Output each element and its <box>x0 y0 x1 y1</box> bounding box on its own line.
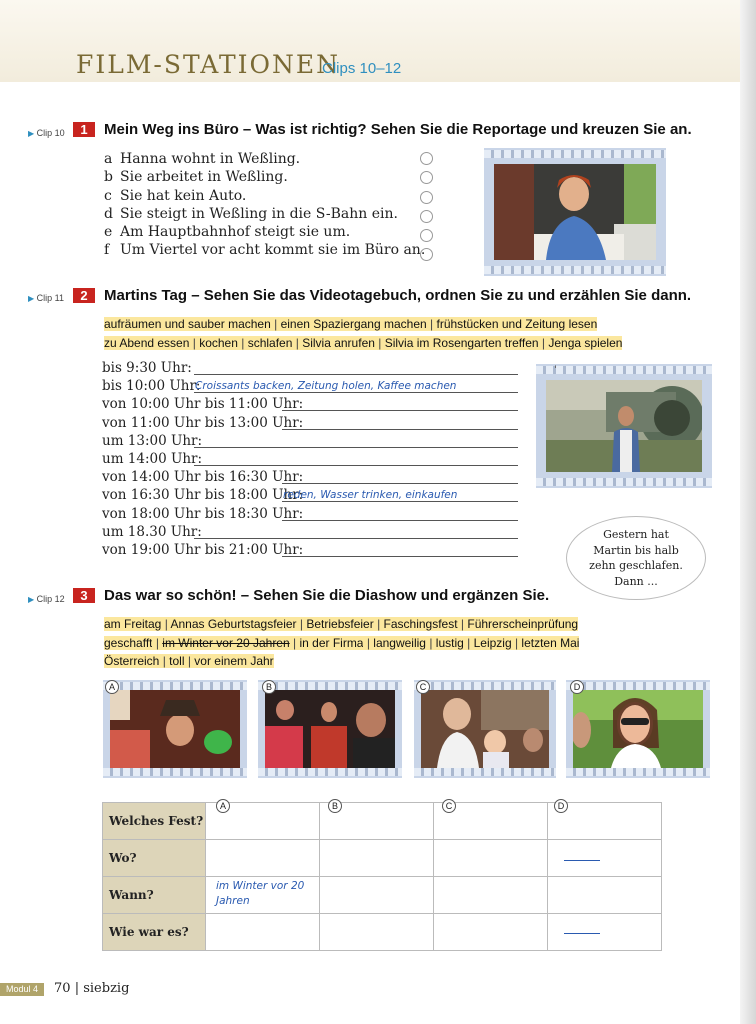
handwritten-answer: reden, Wasser trinken, einkaufen <box>283 489 458 501</box>
checkbox-b[interactable] <box>420 171 433 184</box>
photo-martin <box>536 364 712 488</box>
statement-item <box>104 168 425 186</box>
photo-image <box>546 380 702 472</box>
statement-item <box>104 223 425 241</box>
answer-line[interactable] <box>282 483 518 484</box>
time-row <box>102 414 303 432</box>
clip-tag-12: ▶ Clip 12 <box>28 594 65 604</box>
row-label: Wann? <box>103 877 206 914</box>
item-letter: c <box>104 187 112 204</box>
cell-b[interactable] <box>320 803 434 840</box>
answer-line[interactable] <box>194 465 518 466</box>
photo-d <box>566 680 710 778</box>
tick-mark: ˈ <box>554 364 558 377</box>
word-chip: zu Abend essen <box>104 335 190 350</box>
cell-c[interactable] <box>434 840 548 877</box>
item-letter: a <box>104 151 113 167</box>
cell-a[interactable] <box>206 914 320 951</box>
column-label: D <box>554 799 568 813</box>
separator: | <box>374 335 385 350</box>
cell-d[interactable] <box>548 914 662 951</box>
separator: | <box>457 617 468 631</box>
answer-line[interactable] <box>282 520 518 521</box>
photo-c <box>414 680 556 778</box>
handwritten-answer: Croissants backen, Zeitung holen, Kaffee machen <box>195 380 457 392</box>
word-chip: Betriebsfeier <box>306 617 374 631</box>
row-label: Welches Fest? <box>103 803 206 840</box>
play-icon: ▶ <box>28 595 35 604</box>
separator: | <box>184 654 195 668</box>
play-icon: ▶ <box>28 294 35 303</box>
photo-label: D <box>570 680 584 694</box>
photo-image <box>494 164 656 260</box>
cell-b[interactable] <box>320 840 434 877</box>
cell-d[interactable] <box>548 803 662 840</box>
answer-line[interactable] <box>194 447 518 448</box>
column-label: B <box>328 799 342 813</box>
answer-line[interactable] <box>194 392 518 393</box>
checkbox-d[interactable] <box>420 210 433 223</box>
exercise-number: 1 <box>73 122 95 137</box>
statement-item <box>104 150 425 168</box>
separator: | <box>538 335 549 350</box>
statement-list <box>104 150 425 260</box>
cell-a[interactable] <box>206 803 320 840</box>
speech-bubble: Gestern hat Martin bis halb zehn geschlafen. Dann ... <box>566 516 706 600</box>
time-label: um 13:00 Uhr: <box>102 432 203 449</box>
time-label: von 18:00 Uhr bis 18:30 Uhr: <box>102 505 304 522</box>
time-row <box>102 468 303 486</box>
word-chip: einen Spaziergang machen <box>280 317 427 331</box>
separator: | <box>292 335 303 350</box>
time-label: um 14:00 Uhr: <box>102 451 203 468</box>
answer-table <box>102 802 662 951</box>
word-chip: schlafen <box>247 335 293 350</box>
word-chip: letzten Mai <box>521 635 580 650</box>
word-chip: lustig <box>435 635 464 650</box>
cell-c[interactable] <box>434 877 548 914</box>
word-bank <box>104 315 622 352</box>
word-chip: vor einem Jahr <box>194 654 274 668</box>
photo-label: A <box>105 680 119 694</box>
word-chip: am Freitag <box>104 617 162 631</box>
handwritten-answer: im Winter vor 20 Jahren <box>216 880 305 907</box>
time-label: bis 9:30 Uhr: <box>102 360 192 376</box>
clips-range: Clips 10–12 <box>322 60 402 77</box>
photo-a <box>103 680 247 778</box>
answer-line[interactable] <box>194 538 518 539</box>
word-chip: in der Firma <box>299 635 364 650</box>
word-chip: toll <box>169 654 185 668</box>
page-number: 70 | siebzig <box>54 981 130 996</box>
exercise-number: 3 <box>73 588 95 603</box>
cell-d[interactable] <box>548 840 662 877</box>
cell-a[interactable] <box>206 840 320 877</box>
word-chip: geschafft <box>104 635 153 650</box>
answer-line[interactable] <box>282 501 518 502</box>
row-label: Wie war es? <box>103 914 206 951</box>
cell-b[interactable] <box>320 914 434 951</box>
checkbox-a[interactable] <box>420 152 433 165</box>
time-row <box>102 486 303 504</box>
clip-tag-11: ▶ Clip 11 <box>28 293 65 303</box>
time-label: von 11:00 Uhr bis 13:00 Uhr: <box>102 414 304 431</box>
answer-line[interactable] <box>282 410 518 411</box>
play-icon: ▶ <box>28 129 35 138</box>
separator: | <box>425 635 436 650</box>
exercise-heading: Martins Tag – Sehen Sie das Videotagebuch, ordnen Sie zu und erzählen Sie dann. <box>104 287 692 304</box>
word-chip: frühstücken und Zeitung lesen <box>436 317 598 331</box>
exercise-number: 2 <box>73 288 95 303</box>
separator: | <box>237 335 248 350</box>
photo-hanna <box>484 148 666 276</box>
separator: | <box>426 317 437 331</box>
checkbox-column <box>420 152 433 268</box>
word-chip: Jenga spielen <box>548 335 623 350</box>
handwritten-dash <box>564 860 600 861</box>
separator: | <box>296 617 307 631</box>
item-text: Am Hauptbahnhof steigt sie um. <box>120 224 351 241</box>
checkbox-e[interactable] <box>420 229 433 242</box>
separator: | <box>463 635 474 650</box>
column-label: A <box>216 799 230 813</box>
separator: | <box>161 617 171 631</box>
word-chip: langweilig <box>373 635 426 650</box>
separator: | <box>189 335 200 350</box>
photo-label: C <box>416 680 430 694</box>
separator: | <box>363 635 374 650</box>
time-row <box>102 395 303 413</box>
photo-label: B <box>262 680 276 694</box>
checkbox-c[interactable] <box>420 191 433 204</box>
time-label: von 16:30 Uhr bis 18:00 Uhr: <box>102 487 304 504</box>
item-letter: b <box>104 169 113 186</box>
column-label: C <box>442 799 456 813</box>
word-chip: kochen <box>199 335 238 350</box>
photo-b <box>258 680 402 778</box>
statement-item <box>104 241 425 259</box>
statement-item <box>104 187 425 205</box>
word-chip: Faschingsfest <box>383 617 458 631</box>
item-text: Hanna wohnt in Weßling. <box>120 151 301 167</box>
cell-b[interactable] <box>320 877 434 914</box>
exercise-heading: Mein Weg ins Büro – Was ist richtig? Sehen Sie die Reportage und kreuzen Sie an. <box>104 121 692 138</box>
cell-c[interactable] <box>434 803 548 840</box>
word-chip: aufräumen und sauber machen <box>104 317 271 331</box>
word-chip: Leipzig <box>473 635 512 650</box>
cell-a[interactable] <box>206 877 320 914</box>
time-label: von 19:00 Uhr bis 21:00 Uhr: <box>102 542 304 559</box>
page-edge <box>740 0 756 1024</box>
separator: | <box>373 617 384 631</box>
answer-line[interactable] <box>282 556 518 557</box>
item-text: Sie steigt in Weßling in die S-Bahn ein. <box>120 205 398 222</box>
time-label: bis 10:00 Uhr: <box>102 378 201 395</box>
word-chip: Führerscheinprüfung <box>467 617 579 631</box>
cell-d[interactable] <box>548 877 662 914</box>
word-bank <box>104 615 579 671</box>
word-chip: im Winter vor 20 Jahren <box>162 635 290 650</box>
separator: | <box>270 317 281 331</box>
item-letter: e <box>104 224 113 241</box>
item-text: Sie arbeitet in Weßling. <box>120 169 288 186</box>
time-label: um 18.30 Uhr: <box>102 523 202 540</box>
separator: | <box>152 635 163 650</box>
handwritten-dash <box>564 933 600 934</box>
module-badge: Modul 4 <box>0 983 44 996</box>
separator: | <box>159 654 170 668</box>
page-title: FILM-STATIONEN <box>76 50 341 79</box>
answer-line[interactable] <box>282 429 518 430</box>
item-text: Sie hat kein Auto. <box>120 187 247 204</box>
time-row <box>102 541 303 559</box>
time-label: von 10:00 Uhr bis 11:00 Uhr: <box>102 396 304 413</box>
item-letter: f <box>104 242 110 259</box>
word-chip: Silvia anrufen <box>302 335 375 350</box>
word-chip: Österreich <box>104 654 160 668</box>
row-label: Wo? <box>103 840 206 877</box>
exercise-heading: Das war so schön! – Sehen Sie die Diashow und ergänzen Sie. <box>104 587 550 604</box>
answer-line[interactable] <box>194 374 518 375</box>
item-letter: d <box>104 205 113 222</box>
word-chip: Annas Geburtstagsfeier <box>170 617 297 631</box>
checkbox-f[interactable] <box>420 248 433 261</box>
word-chip: Silvia im Rosengarten treffen <box>384 335 539 350</box>
separator: | <box>289 635 300 650</box>
cell-c[interactable] <box>434 914 548 951</box>
separator: | <box>511 635 522 650</box>
statement-item <box>104 205 425 223</box>
time-label: von 14:00 Uhr bis 16:30 Uhr: <box>102 469 304 486</box>
clip-tag-10: ▶ Clip 10 <box>28 128 65 138</box>
time-row <box>102 505 303 523</box>
item-text: Um Viertel vor acht kommt sie im Büro an. <box>120 242 426 259</box>
